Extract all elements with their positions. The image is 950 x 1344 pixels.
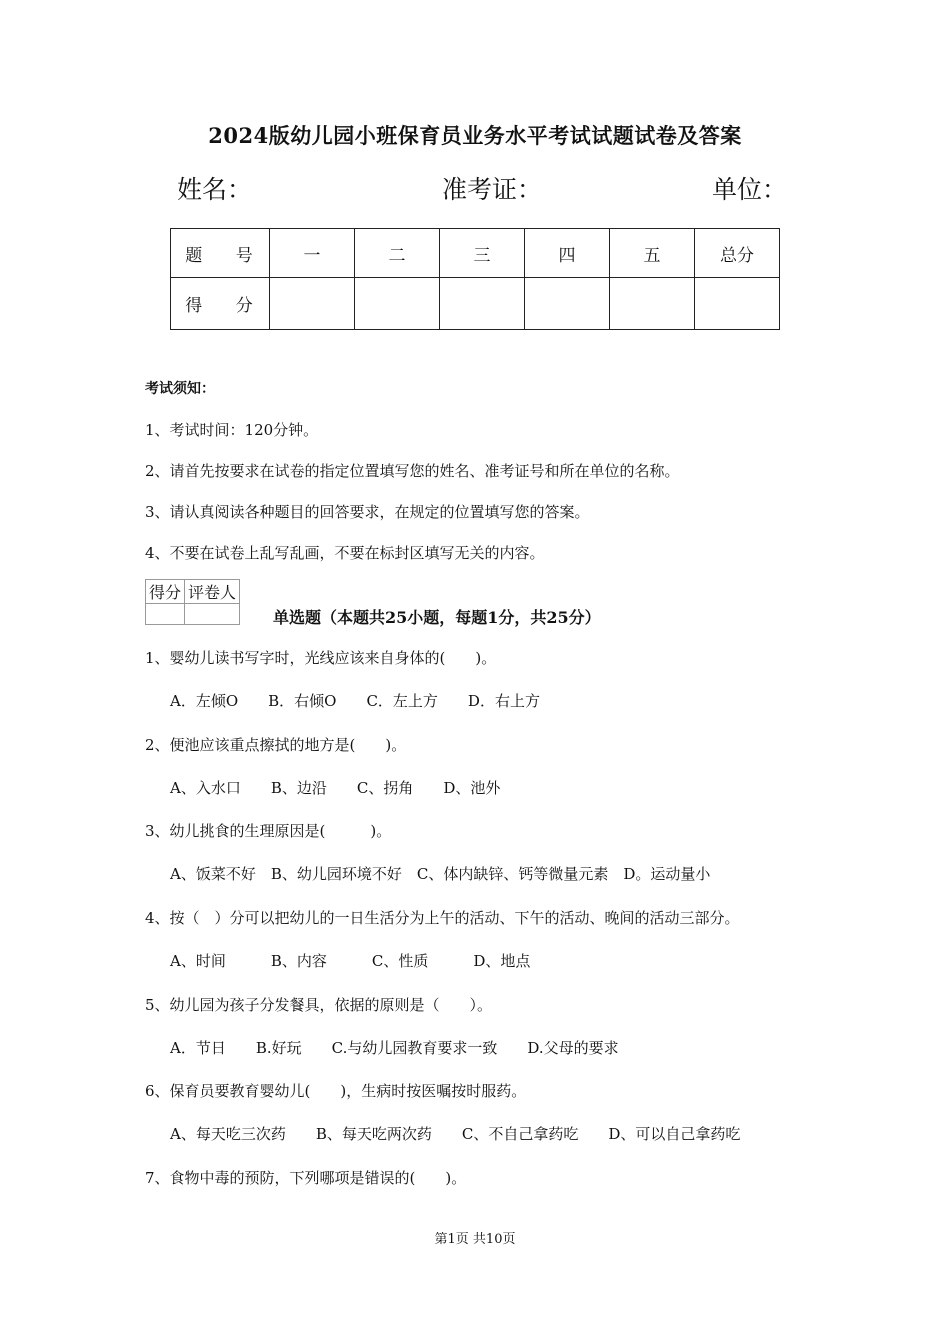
question-text: 5、幼儿园为孩子分发餐具，依据的原则是（ ）。 xyxy=(145,996,493,1014)
score-cell xyxy=(355,278,440,330)
question-text: 2、便池应该重点擦拭的地方是( )。 xyxy=(145,736,407,754)
grader-score-label: 得分 xyxy=(146,580,185,604)
score-table-header-row xyxy=(171,229,780,278)
notice-heading: 考试须知： xyxy=(145,381,215,397)
score-cell xyxy=(525,278,610,330)
score-cell xyxy=(270,278,355,330)
question-text: 7、食物中毒的预防，下列哪项是错误的( )。 xyxy=(145,1169,467,1187)
score-table xyxy=(170,228,780,330)
grader-score-cell xyxy=(146,604,185,625)
question-text: 3、幼儿挑食的生理原因是( )。 xyxy=(145,822,392,840)
header-cell-label: 题 号 xyxy=(171,229,270,278)
question-options: A、饭菜不好 B、幼儿园环境不好 C、体内缺锌、钙等微量元素 D。运动量小 xyxy=(170,865,711,883)
notice-item: 1、考试时间：120分钟。 xyxy=(145,421,319,439)
section-title: 单选题（本题共25小题，每题1分，共25分） xyxy=(273,608,601,627)
header-cell-1: 一 xyxy=(270,229,355,278)
page-footer: 第1页 共10页 xyxy=(434,1232,516,1247)
header-cell-2: 二 xyxy=(355,229,440,278)
header-cell-4: 四 xyxy=(525,229,610,278)
question-options: A、入水口 B、边沿 C、拐角 D、池外 xyxy=(170,779,501,797)
grader-name-label: 评卷人 xyxy=(185,580,240,604)
exam-id-label: 准考证： xyxy=(442,175,543,204)
grader-box xyxy=(145,579,240,625)
question-options: A、时间 B、内容 C、性质 D、地点 xyxy=(170,952,531,970)
header-cell-total: 总分 xyxy=(695,229,780,278)
question-options: A．节日 B.好玩 C.与幼儿园教育要求一致 D.父母的要求 xyxy=(170,1039,619,1057)
question-text: 4、按（ ）分可以把幼儿的一日生活分为上午的活动、下午的活动、晚间的活动三部分。 xyxy=(145,909,740,927)
question-options: A．左倾O B．右倾O C．左上方 D．右上方 xyxy=(170,692,540,710)
page-title: 2024版幼儿园小班保育员业务水平考试试题试卷及答案 xyxy=(208,123,742,148)
score-cell xyxy=(610,278,695,330)
question-options: A、每天吃三次药 B、每天吃两次药 C、不自己拿药吃 D、可以自己拿药吃 xyxy=(170,1125,741,1143)
question-text: 1、婴幼儿读书写字时，光线应该来自身体的( )。 xyxy=(145,649,497,667)
score-cell xyxy=(440,278,525,330)
notice-item: 2、请首先按要求在试卷的指定位置填写您的姓名、准考证号和所在单位的名称。 xyxy=(145,462,680,480)
name-label: 姓名： xyxy=(177,175,253,204)
header-cell-5: 五 xyxy=(610,229,695,278)
header-cell-3: 三 xyxy=(440,229,525,278)
grader-name-cell xyxy=(185,604,240,625)
score-cell xyxy=(695,278,780,330)
notice-item: 4、不要在试卷上乱写乱画，不要在标封区填写无关的内容。 xyxy=(145,544,545,562)
score-row-label: 得 分 xyxy=(171,278,270,330)
notice-item: 3、请认真阅读各种题目的回答要求，在规定的位置填写您的答案。 xyxy=(145,503,590,521)
unit-label: 单位： xyxy=(712,175,788,204)
question-text: 6、保育员要教育婴幼儿( )，生病时按医嘱按时服药。 xyxy=(145,1082,527,1100)
score-table-score-row xyxy=(171,278,780,330)
